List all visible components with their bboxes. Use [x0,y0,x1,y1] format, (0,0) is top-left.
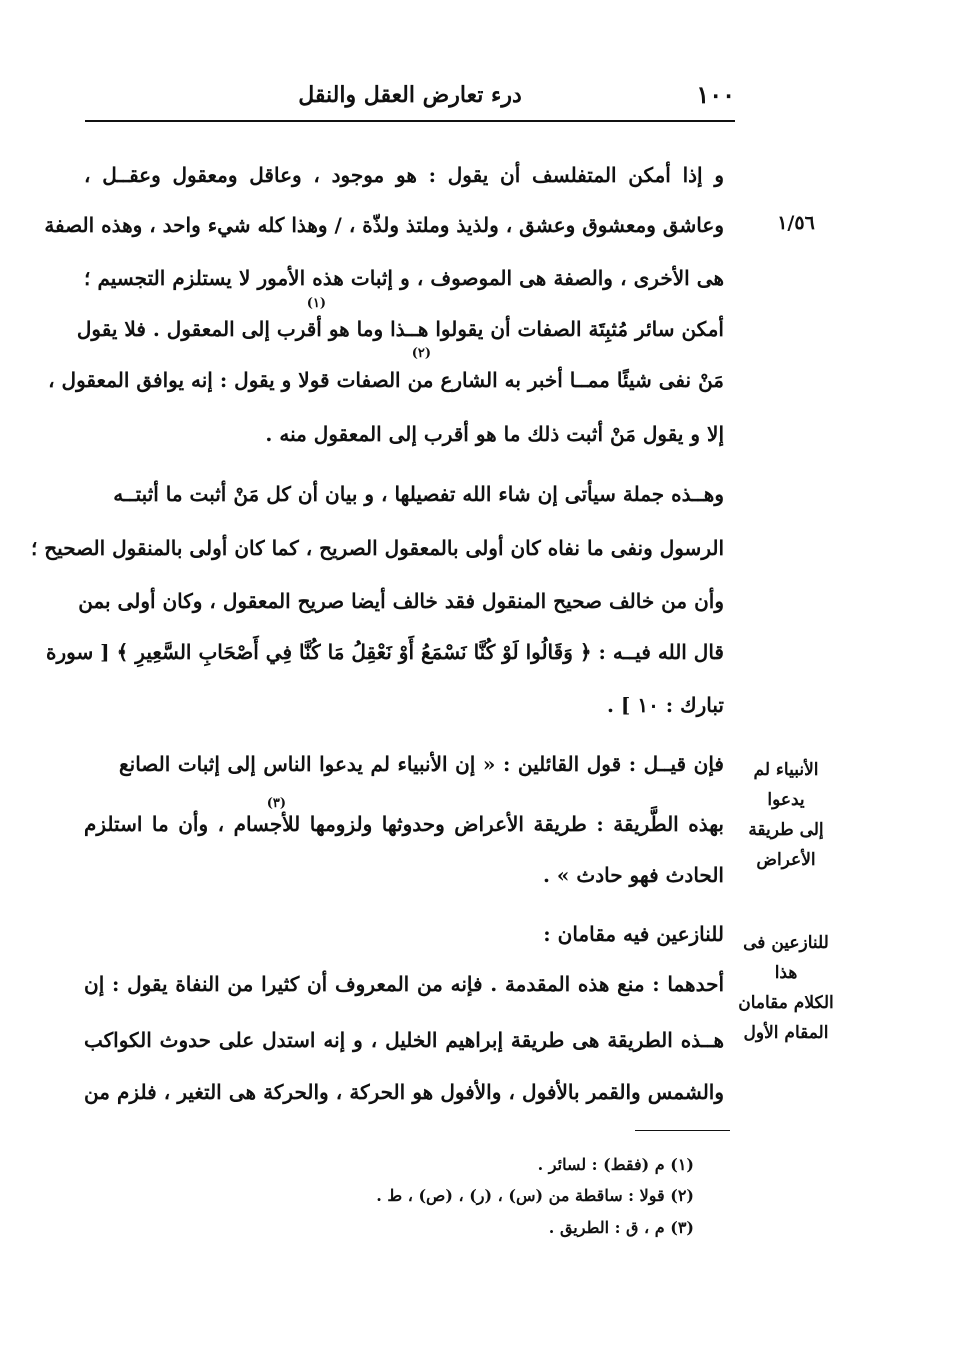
header-rule [85,120,735,122]
text-line: فإن قيــل : قول القائلين : « إن الأنبياء لم يدعوا الناس إلى إثبات الصانع [119,752,724,776]
quran-verse-line: قال الله فيــه : ﴿ وَقَالُوا لَوْ كُنَّا نَسْمَعُ أَوْ نَعْقِلُ مَا كُنَّا فِي أَصْحَابِ السَّعِيرِ ﴾ [ سورة [45,640,724,664]
text-line: تبارك : ١٠ ] . [607,693,724,717]
text-line: و إذا أمكن المتفلسف أن يقول : هو موجود ، وعاقل ومعقول وعقــل ، [84,163,724,187]
footnote-1: (١) م (فقط) : لسائر . [537,1155,694,1174]
text-line: أحدهما : منع هذه المقدمة . فإنه من المعروف أن كثيرا من النفاة يقول : إن [84,972,724,996]
footnote-marker-3: (٣) [266,796,286,811]
text-line: إلا و يقول مَنْ أثبت ذلك ما هو أقرب إلى المعقول منه . [265,422,724,446]
footnote-2: (٢) قولا : ساقطة من (س) ، (ر) ، (ص) ، ط . [376,1186,694,1205]
margin-note-prophets: الأنبياء لم يدعوا إلى طريقة الأعراض [748,760,824,870]
footnote-marker-1: (١) [306,296,326,311]
section-heading-line: للنازعين فيه مقامان : [543,922,724,946]
text-line: وهــذه جملة سيأتى إن شاء الله تفصيلها ، و بيان أن كل مَنْ أثبت ما أثبتــه [113,482,724,506]
text-line: مَنْ نفى شيئًا ممــا أخبر به الشارع من الصفات قولا و يقول : إنه يوافق المعقول ، [48,368,724,392]
text-line: هــذه الطريقة هى طريقة إبراهيم الخليل ، و إنه استدل على حدوث الكواكب [84,1028,724,1052]
text-line: هى الأخرى ، والصفة هى الموصوف ، و إثبات هذه الأمور لا يستلزم التجسيم ؛ [84,266,724,290]
footnote-rule [635,1130,730,1131]
margin-page-ref: ١/٥٦ [777,212,815,234]
text-line: وأن من خالف صحيح المنقول فقد خالف أيضا صريح المعقول ، وكان أولى بمن [78,589,724,613]
text-line: بهذه الطَّريقة : طريقة الأعراض وحدوثها ولزومها للأجسام ، وأن ما استلزم [84,812,724,836]
text-line: والشمس والقمر بالأفول ، والأفول هو الحركة ، والحركة هى التغير ، فلزم من [84,1080,724,1104]
text-line: وعاشق ومعشوق وعشق ، ولذيذ وملتذ ولذّة ، / وهذا كله شيء واحد ، وهذه الصفة [44,213,724,237]
page-number: ١٠٠ [696,80,735,109]
margin-note-two-positions: للنازعين فى هذا الكلام مقامان المقام الأول [738,933,834,1043]
footnote-marker-2: (٢) [411,346,431,361]
text-line: الحادث فهو حادث » . [542,863,724,887]
footnote-3: (٣) م ، ق : الطريق . [548,1218,694,1237]
running-title: درء تعارض العقل والنقل [298,82,522,108]
text-line: أمكن سائر مُثبِتَة الصفات أن يقولوا هــذا وما هو أقرب إلى المعقول . فلا يقول [76,317,724,341]
page-header [85,70,735,120]
text-line: الرسول ونفى ما نفاه كان أولى بالمعقول الصريح ، كما كان أولى بالمنقول الصحيح ؛ [30,536,724,560]
